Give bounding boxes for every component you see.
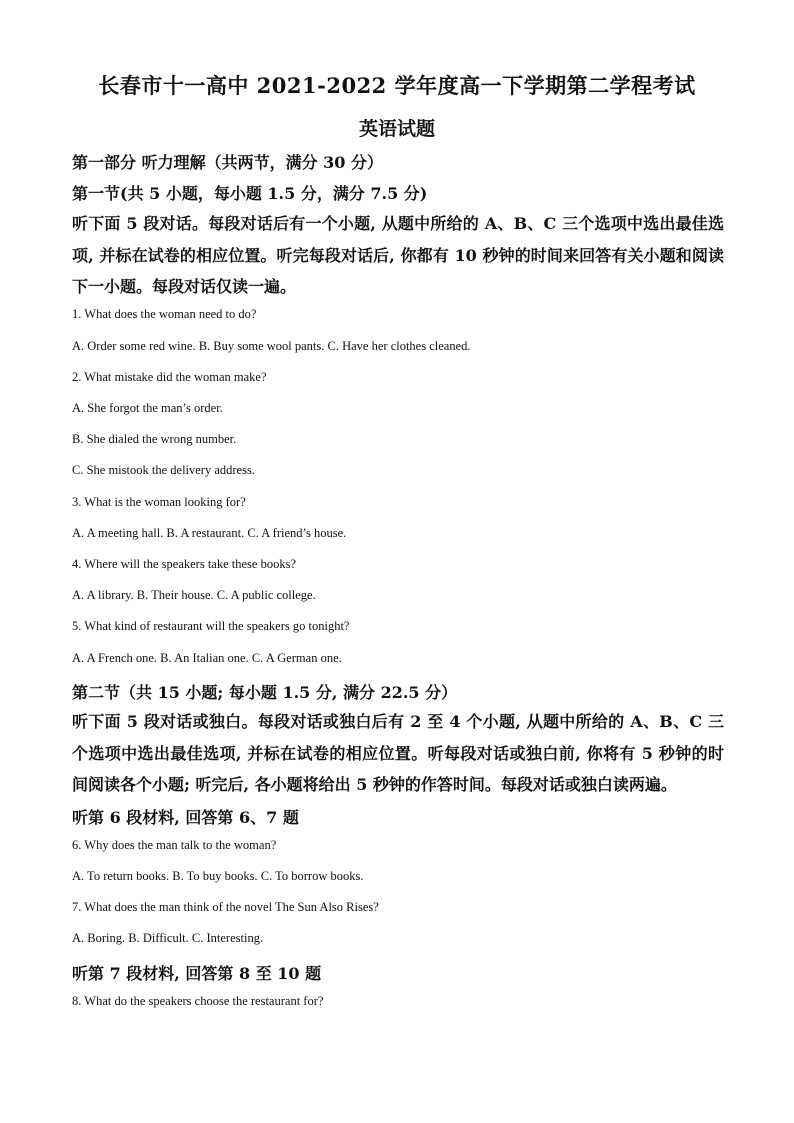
question-3-options: A. A meeting hall. B. A restaurant. C. A friend’s house. [72, 526, 347, 540]
question-5-options: A. A French one. B. An Italian one. C. A German one. [72, 651, 342, 665]
question-2: 2. What mistake did the woman make? [72, 370, 267, 384]
question-5: 5. What kind of restaurant will the speakers go tonight? [72, 619, 350, 633]
question-4-options: A. A library. B. Their house. C. A public college. [72, 588, 316, 602]
question-1-options: A. Order some red wine. B. Buy some wool pants. C. Have her clothes cleaned. [72, 339, 471, 353]
material-7-heading: 听第 7 段材料, 回答第 8 至 10 题 [72, 964, 322, 983]
question-4: 4. Where will the speakers take these books? [72, 557, 296, 571]
question-1: 1. What does the woman need to do? [72, 307, 257, 321]
material-6-heading: 听第 6 段材料, 回答第 6、7 题 [72, 808, 299, 827]
question-6: 6. Why does the man talk to the woman? [72, 838, 277, 852]
question-7: 7. What does the man think of the novel The Sun Also Rises? [72, 900, 379, 914]
question-2-option-c: C. She mistook the delivery address. [72, 463, 255, 477]
section1-heading: 第一节(共 5 小题，每小题 1.5 分，满分 7.5 分) [72, 184, 428, 203]
question-2-option-b: B. She dialed the wrong number. [72, 432, 237, 446]
section1-instructions: 听下面 5 段对话。每段对话后有一个小题, 从题中所给的 A、B、C 三个选项中选出最佳选项, 并标在试卷的相应位置。听完每段对话后, 你都有 10 秒钟的时间来回答有关小题和阅读下一小题。每段对话仅读一遍。 [72, 214, 724, 296]
question-6-options: A. To return books. B. To buy books. C. To borrow books. [72, 869, 364, 883]
part1-heading: 第一部分 听力理解（共两节，满分 30 分） [72, 153, 383, 172]
exam-subtitle: 英语试题 [358, 118, 435, 140]
question-3: 3. What is the woman looking for? [72, 495, 246, 509]
question-7-options: A. Boring. B. Difficult. C. Interesting. [72, 931, 264, 945]
question-8: 8. What do the speakers choose the restaurant for? [72, 994, 324, 1008]
section2-heading: 第二节（共 15 小题; 每小题 1.5 分, 满分 22.5 分） [72, 683, 458, 702]
exam-title: 长春市十一高中 2021-2022 学年度高一下学期第二学程考试 [98, 73, 696, 98]
section2-instructions: 听下面 5 段对话或独白。每段对话或独白后有 2 至 4 个小题, 从题中所给的 A、B、C 三个选项中选出最佳选项, 并标在试卷的相应位置。听每段对话或独白前, 你将有 5 秒钟的时间阅读各个小题; 听完后, 各小题将给出 5 秒钟的作答时间。每段对话或独白读两遍。 [72, 712, 724, 794]
question-2-option-a: A. She forgot the man’s order. [72, 401, 223, 415]
